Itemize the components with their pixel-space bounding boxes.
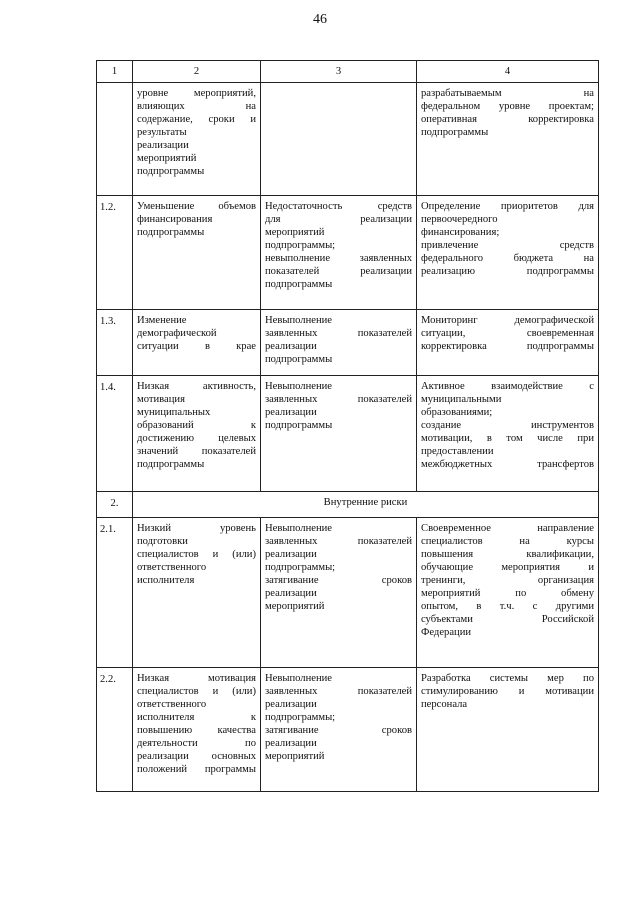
cell-line: образованиями; — [421, 407, 493, 418]
cell-line: реализацию подпрограммы — [421, 266, 594, 277]
cell-line: мотивации, в том числе при — [421, 433, 594, 444]
cell-line: реализации — [265, 588, 317, 599]
cell-line: финансирования; — [421, 227, 500, 238]
cell-line: обучающие мероприятия и — [421, 562, 594, 573]
row-number: 1.3. — [97, 310, 133, 376]
cell-line: корректировка подпрограммы — [421, 341, 594, 352]
cell-line: Низкий уровень — [137, 523, 256, 534]
cell-line: специалистов на курсы — [421, 536, 594, 547]
cell-line: затягивание сроков — [265, 575, 412, 586]
risk-cell — [133, 196, 261, 310]
risk-cell — [133, 310, 261, 376]
cell-line: реализации — [265, 407, 317, 418]
consequence-cell — [261, 668, 417, 792]
section-title: Внутренние риски — [133, 492, 599, 518]
consequence-cell — [261, 310, 417, 376]
cell-line: Невыполнение — [265, 523, 332, 534]
cell-line: Невыполнение — [265, 315, 332, 326]
cell-line: ситуации в крае — [137, 341, 256, 352]
cell-line: уровне мероприятий, — [137, 88, 256, 99]
cell-line: подпрограммы — [137, 166, 205, 177]
cell-line: подпрограммы — [265, 420, 333, 431]
column-number: 3 — [261, 61, 417, 83]
cell-line: финансирования — [137, 214, 213, 225]
cell-line: оперативная корректировка — [421, 114, 594, 125]
table-row — [97, 310, 599, 376]
cell-line: опытом, в т.ч. с другими — [421, 601, 594, 612]
cell-line: мероприятий — [137, 153, 197, 164]
cell-line: образований к — [137, 420, 256, 431]
risk-cell — [133, 83, 261, 196]
cell-line: заявленных показателей — [265, 536, 412, 547]
consequence-cell — [261, 83, 417, 196]
cell-line: достижению целевых — [137, 433, 256, 444]
cell-line: демографической — [137, 328, 217, 339]
cell-line: подпрограммы — [265, 354, 333, 365]
cell-line: специалистов и (или) — [137, 549, 256, 560]
consequence-cell — [261, 518, 417, 668]
cell-line: Низкая мотивация — [137, 673, 256, 684]
row-number: 2.2. — [97, 668, 133, 792]
cell-line: реализации — [265, 341, 317, 352]
cell-line: специалистов и (или) — [137, 686, 256, 697]
cell-line: Федерации — [421, 627, 472, 638]
cell-line: мотивация — [137, 394, 185, 405]
cell-line: деятельности по — [137, 738, 256, 749]
risk-cell — [133, 376, 261, 492]
cell-line: исполнителя к — [137, 712, 256, 723]
cell-line: повышению качества — [137, 725, 256, 736]
cell-line: Невыполнение — [265, 673, 332, 684]
cell-line: положений программы — [137, 764, 256, 775]
cell-line: Низкая активность, — [137, 381, 256, 392]
cell-line: затягивание сроков — [265, 725, 412, 736]
table-row — [97, 376, 599, 492]
cell-line: подпрограммы; — [265, 562, 336, 573]
cell-line: тренинги, организация — [421, 575, 594, 586]
cell-line: заявленных показателей — [265, 686, 412, 697]
cell-line: результаты — [137, 127, 187, 138]
cell-line: мероприятий по обмену — [421, 588, 594, 599]
cell-line: невыполнение заявленных — [265, 253, 412, 264]
measure-cell — [417, 83, 599, 196]
cell-line: ответственного — [137, 562, 207, 573]
cell-line: подготовки — [137, 536, 188, 547]
cell-line: мероприятий — [265, 751, 325, 762]
cell-line: Уменьшение объемов — [137, 201, 256, 212]
cell-line: исполнителя — [137, 575, 195, 586]
section-number: 2. — [97, 492, 133, 518]
cell-line: для реализации — [265, 214, 412, 225]
cell-line: привлечение средств — [421, 240, 594, 251]
cell-line: Разработка системы мер по — [421, 673, 594, 684]
cell-line: реализации основных — [137, 751, 256, 762]
cell-line: повышения квалификации, — [421, 549, 594, 560]
cell-line: ситуации, своевременная — [421, 328, 594, 339]
measure-cell — [417, 196, 599, 310]
cell-line: федерального бюджета на — [421, 253, 594, 264]
cell-line: реализации — [137, 140, 189, 151]
cell-line: влияющих на — [137, 101, 256, 112]
cell-line: разрабатываемым на — [421, 88, 594, 99]
cell-line: Активное взаимодействие с — [421, 381, 594, 392]
cell-line: подпрограммы — [265, 279, 333, 290]
cell-line: муниципальных — [137, 407, 211, 418]
cell-line: содержание, сроки и — [137, 114, 256, 125]
cell-line: реализации — [265, 738, 317, 749]
cell-line: заявленных показателей — [265, 328, 412, 339]
cell-line: подпрограммы; — [265, 240, 336, 251]
cell-line: персонала — [421, 699, 468, 710]
row-number: 1.4. — [97, 376, 133, 492]
cell-line: Невыполнение — [265, 381, 332, 392]
cell-line: первоочередного — [421, 214, 498, 225]
table-row — [97, 668, 599, 792]
cell-line: Своевременное направление — [421, 523, 594, 534]
cell-line: ответственного — [137, 699, 207, 710]
cell-line: предоставлении — [421, 446, 494, 457]
table-row — [97, 196, 599, 310]
cell-line: межбюджетных трансфертов — [421, 459, 594, 470]
table-row — [97, 83, 599, 196]
cell-line: Изменение — [137, 315, 187, 326]
cell-line: федеральном уровне проектам; — [421, 101, 594, 112]
cell-line: показателей реализации — [265, 266, 412, 277]
measure-cell — [417, 310, 599, 376]
risk-table — [96, 60, 599, 792]
cell-line: реализации — [265, 549, 317, 560]
cell-line: заявленных показателей — [265, 394, 412, 405]
cell-line: подпрограммы; — [265, 712, 336, 723]
cell-line: Определение приоритетов для — [421, 201, 594, 212]
cell-line: мероприятий — [265, 601, 325, 612]
page-number: 46 — [313, 12, 327, 27]
table-header-row — [97, 61, 599, 83]
cell-line: Мониторинг демографической — [421, 315, 594, 326]
measure-cell — [417, 376, 599, 492]
risk-cell — [133, 518, 261, 668]
column-number: 1 — [97, 61, 133, 83]
cell-line: муниципальными — [421, 394, 502, 405]
row-number: 1.2. — [97, 196, 133, 310]
consequence-cell — [261, 196, 417, 310]
cell-line: подпрограммы — [137, 227, 205, 238]
cell-line: субъектами Российской — [421, 614, 594, 625]
cell-line: создание инструментов — [421, 420, 594, 431]
row-number — [97, 83, 133, 196]
cell-line: подпрограммы — [137, 459, 205, 470]
column-number: 2 — [133, 61, 261, 83]
cell-line: подпрограммы — [421, 127, 489, 138]
cell-line: стимулированию и мотивации — [421, 686, 594, 697]
table-row — [97, 518, 599, 668]
column-number: 4 — [417, 61, 599, 83]
cell-line: мероприятий — [265, 227, 325, 238]
row-number: 2.1. — [97, 518, 133, 668]
consequence-cell — [261, 376, 417, 492]
cell-line: Недостаточность средств — [265, 201, 412, 212]
risk-cell — [133, 668, 261, 792]
cell-line: значений показателей — [137, 446, 256, 457]
measure-cell — [417, 668, 599, 792]
cell-line: реализации — [265, 699, 317, 710]
section-row — [97, 492, 599, 518]
measure-cell — [417, 518, 599, 668]
